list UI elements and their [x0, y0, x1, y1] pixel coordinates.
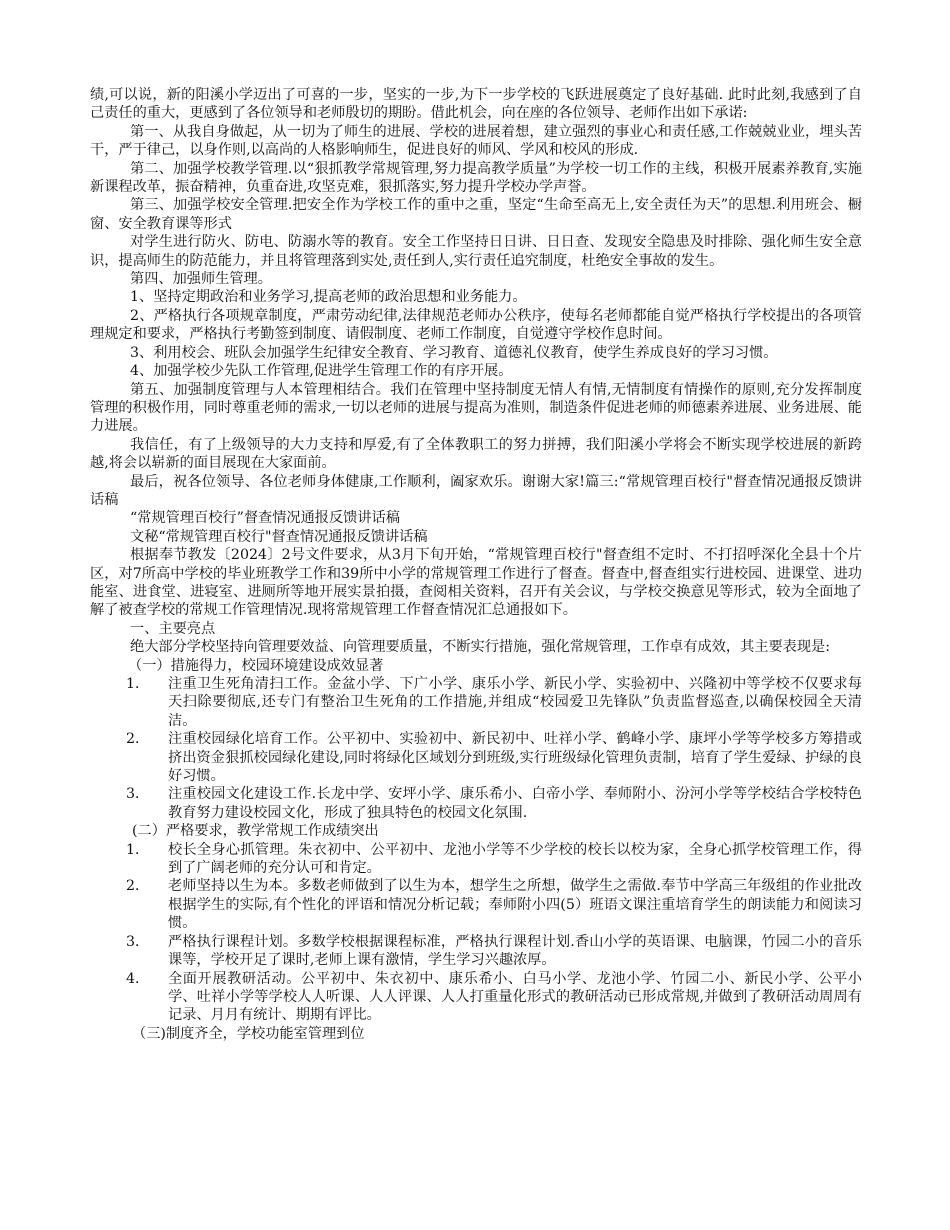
paragraph: 最后，祝各位领导、各位老师身体健康,工作顺利，阖家欢乐。谢谢大家!篇三:“常规管理百校行"督查情况通报反馈讲话稿 [90, 473, 862, 508]
list-text: 全面开展教研活动。公平初中、朱衣初中、康乐希小、白马小学、龙池小学、竹园二小、新民小学、公平小学、吐祥小学等学校人人听课、人人评课、人人打重量化形式的教研活动已形成常规,并做到了教研活动周周有记录、月月有统计、期期有评比。 [168, 970, 862, 1024]
subheading: （一）措施得力，校园环境建设成效显著 [128, 657, 384, 674]
list-text: 注重校园绿化培育工作。公平初中、实验初中、新民初中、吐祥小学、鹤峰小学、康坪小学等学校多方筹措或挤出资金狠抓校园绿化建设,同时将绿化区域划分到班级,实行班级绿化管理负责制，培育了学生爱绿、护绿的良好习惯。 [168, 731, 862, 785]
paragraph: 根据奉节教发〔2024〕2号文件要求，从3月下旬开始，“常规管理百校行"督查组不定时、不打招呼深化全县十个片区，对7所高中学校的毕业班教学工作和39所中小学的常规管理工作进行了督查。督查中,督查组实行进校园、进课堂、进功能室、进食堂、进寝室、进厕所等地开展实景拍摄，查阅相关资料，召开有关会议，与学校交换意见等形式，较为全面地了解了被查学校的常规工作管理情况.现将常规管理工作督查情况汇总通报如下。 [90, 547, 862, 619]
paragraph: 第一、从我自身做起，从一切为了师生的进展、学校的进展着想，建立强烈的事业心和责任感,工作兢兢业业，埋头苦干，严于律己，以身作则,以高尚的人格影响师生，促进良好的师风、学风和校风的形成. [90, 123, 862, 159]
list-item [90, 933, 862, 970]
list-number: 2． [126, 878, 150, 895]
paragraph: 第五、加强制度管理与人本管理相结合。我们在管理中坚持制度无情人有情,无情制度有情操作的原则,充分发挥制度管理的积极作用，同时尊重老师的需求,一切以老师的进展与提高为准则，制造条件促进老师的师德素养进展、业务进展、能力进展。 [90, 381, 862, 435]
paragraph: 对学生进行防火、防电、防溺水等的教育。安全工作坚持日日讲、日日查、发现安全隐患及时排除、强化师生安全意识，提高师生的防范能力，并且将管理落到实处,责任到人,实行责任追究制度，杜绝安全事故的发生。 [90, 234, 862, 269]
paragraph: 绩,可以说，新的阳溪小学迈出了可喜的一步，坚实的一步,为下一步学校的飞跃进展奠定了良好基础. 此时此刻,我感到了自己责任的重大，更感到了各位领导和老师殷切的期盼。借此机会，向在座的各位领导、老师作出如下承诺: [90, 87, 862, 122]
list-text: 注重校园文化建设工作.长龙中学、安坪小学、康乐希小、白帝小学、奉师附小、汾河小学等学校结合学校特色教育努力建设校园文化，形成了独具特色的校园文化氛围. [168, 786, 862, 821]
section-title: 文秘“常规管理百校行"督查情况通报反馈讲话稿 [130, 528, 428, 545]
list-number: 2． [126, 731, 150, 748]
subheading: （三)制度齐全，学校功能室管理到位 [132, 1025, 365, 1042]
list-item [90, 675, 862, 730]
paragraph: 第三、加强学校安全管理.把安全作为学校工作的重中之重，坚定“生命至高无上,安全责任为天”的思想.利用班会、橱窗、安全教育课等形式 [90, 197, 862, 232]
paragraph: 1、坚持定期政治和业务学习,提高老师的政治思想和业务能力。 [130, 289, 527, 306]
document-body [90, 86, 862, 1043]
list-item [90, 785, 862, 822]
paragraph: 4、加强学校少先队工作管理,促进学生管理工作的有序开展。 [130, 363, 513, 380]
paragraph: 2、严格执行各项规章制度，严肃劳动纪律,法律规范老师办公秩序，使每名老师都能自觉严格执行学校提出的各项管理规定和要求，严格执行考勤签到制度、请假制度、老师工作制度，自觉遵守学校作息时间。 [90, 307, 862, 343]
paragraph: 第四、加强师生管理。 [130, 271, 272, 288]
list-item [90, 841, 862, 878]
list-number: 1． [126, 841, 150, 858]
list-number: 4． [126, 970, 150, 987]
list-number: 3． [126, 933, 150, 950]
list-text: 严格执行课程计划。多数学校根据课程标准，严格执行课程计划.香山小学的英语课、电脑课，竹园二小的音乐课等，学校开足了课时,老师上课有激情，学生学习兴趣浓厚。 [168, 933, 862, 969]
list-text: 校长全身心抓管理。朱衣初中、公平初中、龙池小学等不少学校的校长以校为家，全身心抓学校管理工作，得到了广阔老师的充分认可和肯定。 [168, 841, 862, 877]
heading: 一、主要亮点 [130, 620, 216, 637]
list-text: 注重卫生死角清扫工作。金盆小学、下广小学、康乐小学、新民小学、实验初中、兴隆初中等学校不仅要求每天扫除要彻底,还专门有整治卫生死角的工作措施,并组成“校园爱卫先锋队”负责监督巡查,以确保校园全天清洁。 [168, 676, 862, 729]
list-text: 老师坚持以生为本。多数老师做到了以生为本，想学生之所想，做学生之需做.奉节中学高三年级组的作业批改根据学生的实际,有个性化的评语和情况分析记载；奉师附小四(5）班语文课注重培育学生的朗读能力和阅读习惯。 [168, 878, 862, 932]
list-item [90, 730, 862, 785]
paragraph: 绝大部分学校坚持向管理要效益、向管理要质量，不断实行措施，强化常规管理，工作卓有成效，其主要表现是: [130, 639, 830, 656]
subheading: (二）严格要求，教学常规工作成绩突出 [132, 823, 379, 840]
paragraph: 我信任，有了上级领导的大力支持和厚爱,有了全体教职工的努力拼搏，我们阳溪小学将会不断实现学校进展的新跨越,将会以崭新的面目展现在大家面前。 [90, 436, 862, 472]
list-item [90, 970, 862, 1025]
section-title: “常规管理百校行”督查情况通报反馈讲话稿 [130, 510, 400, 527]
paragraph: 3、利用校会、班队会加强学生纪律安全教育、学习教育、道德礼仪教育，使学生养成良好的学习习惯。 [130, 344, 778, 361]
list-item [90, 877, 862, 932]
paragraph: 第二、加强学校教学管理.以“狠抓教学常规管理,努力提高教学质量”为学校一切工作的主线，积极开展素养教育,实施新课程改革，振奋精神，负重奋进,攻坚克难，狠抓落实,努力提升学校办学声誉。 [90, 160, 862, 196]
list-number: 3． [126, 786, 150, 803]
list-number: 1． [126, 676, 150, 692]
